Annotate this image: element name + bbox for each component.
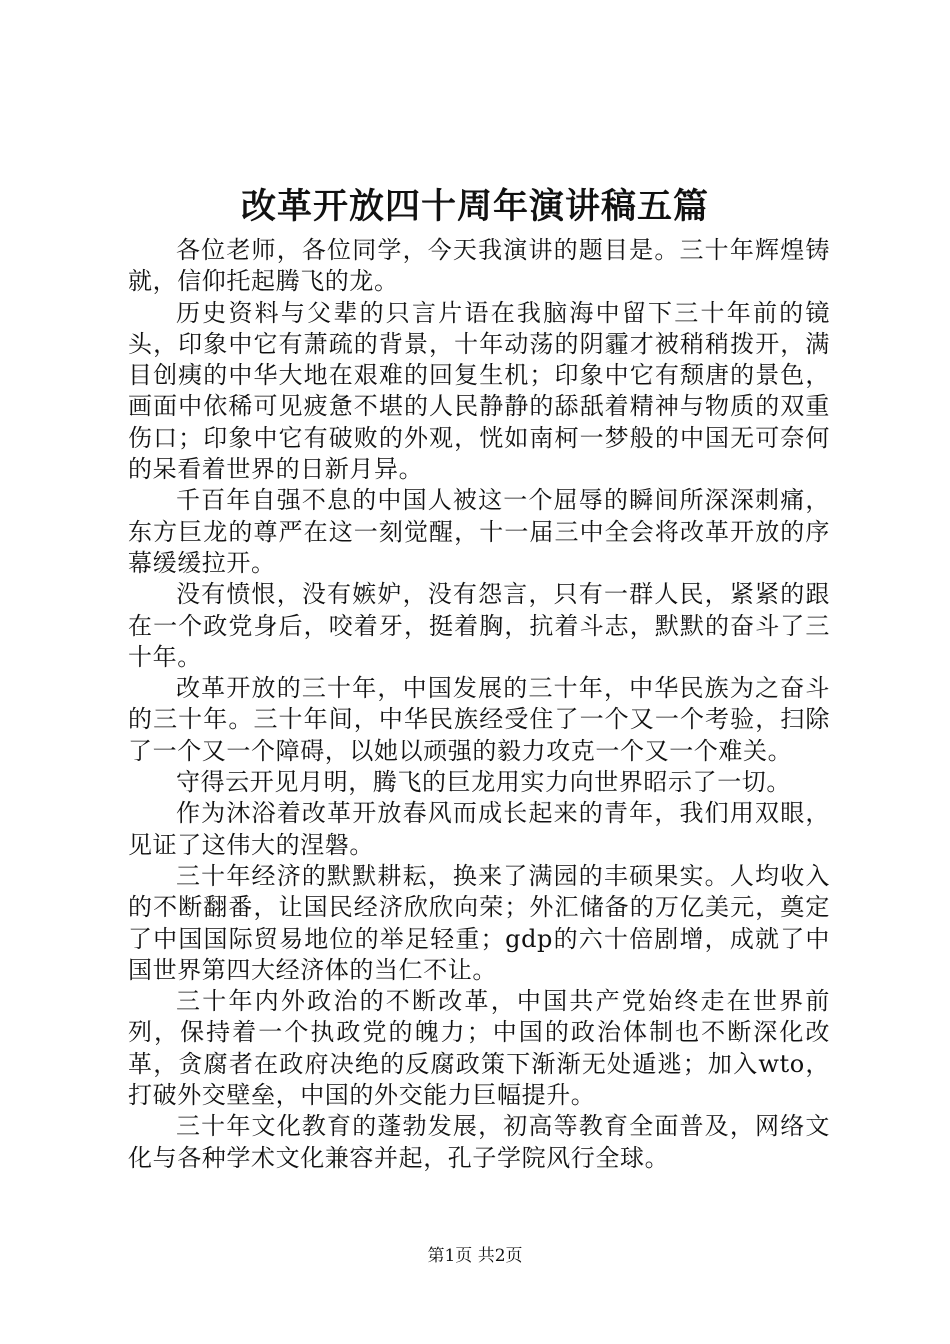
paragraph-8: 三十年经济的默默耕耘，换来了满园的丰硕果实。人均收入的不断翻番，让国民经济欣欣向荣；外汇储备的万亿美元，奠定了中国国际贸易地位的举足轻重；gdp的六十倍剧增，成就了中国世界第四大经济体的当仁不让。 <box>128 861 830 984</box>
paragraph-6: 守得云开见月明，腾飞的巨龙用实力向世界昭示了一切。 <box>176 768 791 797</box>
paragraph-10: 三十年文化教育的蓬勃发展，初高等教育全面普及，网络文化与各种学术文化兼容并起，孔子学院风行全球。 <box>128 1112 830 1172</box>
paragraph-2: 历史资料与父辈的只言片语在我脑海中留下三十年前的镜头，印象中它有萧疏的背景，十年动荡的阴霾才被稍稍拨开，满目创痍的中华大地在艰难的回复生机；印象中它有颓唐的景色，画面中依稀可见疲惫不堪的人民静静的舔舐着精神与物质的双重伤口；印象中它有破败的外观，恍如南柯一梦般的中国无可奈何的呆看着世界的日新月异。 <box>128 298 830 484</box>
paragraph-4: 没有愤恨，没有嫉妒，没有怨言，只有一群人民，紧紧的跟在一个政党身后，咬着牙，挺着胸，抗着斗志，默默的奋斗了三十年。 <box>128 580 830 671</box>
page-number-footer: 第1页 共2页 <box>427 1246 523 1266</box>
document-body <box>128 235 830 1174</box>
paragraph-1: 各位老师，各位同学，今天我演讲的题目是。三十年辉煌铸就，信仰托起腾飞的龙。 <box>128 236 830 296</box>
paragraph-3: 千百年自强不息的中国人被这一个屈辱的瞬间所深深刺痛，东方巨龙的尊严在这一刻觉醒，十一届三中全会将改革开放的序幕缓缓拉开。 <box>128 486 830 577</box>
document-title: 改革开放四十周年演讲稿五篇 <box>240 186 709 227</box>
paragraph-5: 改革开放的三十年，中国发展的三十年，中华民族为之奋斗的三十年。三十年间，中华民族经受住了一个又一个考验，扫除了一个又一个障碍，以她以顽强的毅力攻克一个又一个难关。 <box>128 674 830 765</box>
paragraph-9: 三十年内外政治的不断改革，中国共产党始终走在世界前列，保持着一个执政党的魄力；中国的政治体制也不断深化改革，贪腐者在政府决绝的反腐政策下渐渐无处遁逃；加入wto，打破外交壁垒，中国的外交能力巨幅提升。 <box>128 987 830 1110</box>
paragraph-7: 作为沐浴着改革开放春风而成长起来的青年，我们用双眼，见证了这伟大的涅磐。 <box>128 799 830 859</box>
